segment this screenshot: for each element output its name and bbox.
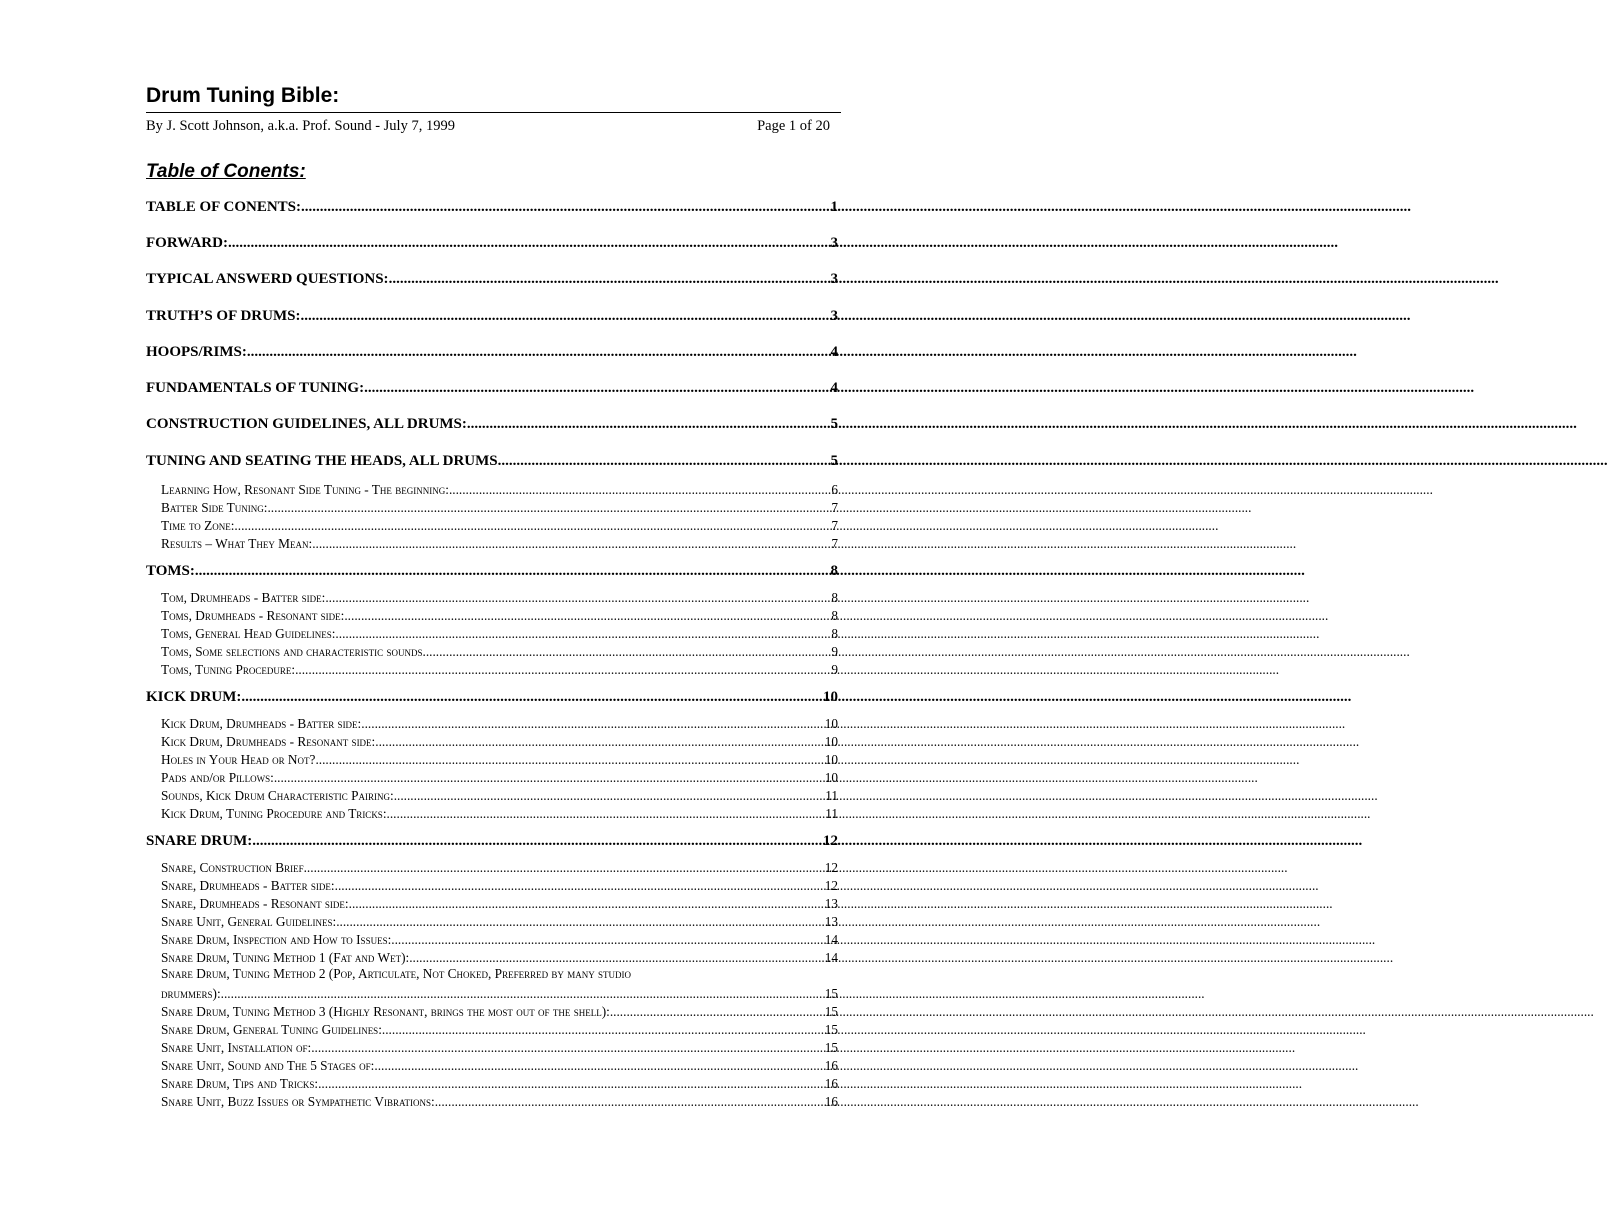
toc-subentry-line1[interactable]: Snare Drum, Tuning Method 2 (Pop, Articulate, Not Choked, Preferred by many studio [161,966,632,981]
toc-subentry[interactable]: Learning How, Resonant Side Tuning - The beginning: ..... 6 [161,482,838,498]
toc-subentry[interactable]: Snare Unit, Sound and The 5 Stages of: ..... 16 [161,1058,838,1074]
toc-section[interactable]: TUNING AND SEATING THE HEADS, ALL DRUMS ..... 5 [146,453,838,470]
toc-subentry[interactable]: Tom, Drumheads - Batter side: ..... 8 [161,590,838,606]
toc-subentry[interactable]: Kick Drum, Tuning Procedure and Tricks: ..... 11 [161,806,838,822]
toc-subentry[interactable]: Snare Unit, Installation of: ..... 15 [161,1040,838,1056]
toc-section[interactable]: FUNDAMENTALS OF TUNING: ..... 4 [146,380,838,397]
toc-subentry[interactable]: Results – What They Mean: ..... 7 [161,536,838,552]
toc-section[interactable]: HOOPS/RIMS: ..... 4 [146,344,838,361]
toc-subentry[interactable]: Sounds, Kick Drum Characteristic Pairing: ..... 11 [161,788,838,804]
toc-subentry[interactable]: Snare, Construction Brief ..... 12 [161,860,838,876]
title-divider [146,112,841,113]
toc-subentry[interactable]: Snare Drum, Tips and Tricks: ..... 16 [161,1076,838,1092]
toc-subentry[interactable]: Snare Drum, Inspection and How to Issues: ..... 14 [161,932,838,948]
toc-section[interactable]: TABLE OF CONENTS: ..... 1 [146,199,838,216]
toc-subentry[interactable]: Snare Drum, Tuning Method 1 (Fat and Wet): ..... 14 [161,950,838,966]
toc-section[interactable]: TRUTH’S OF DRUMS: ..... 3 [146,308,838,325]
author-date: By J. Scott Johnson, a.k.a. Prof. Sound - July 7, 1999 [146,118,455,134]
toc-subentry[interactable]: Toms, Tuning Procedure: ..... 9 [161,662,838,678]
toc-subentry[interactable]: Snare Drum, Tuning Method 3 (Highly Resonant, brings the most out of the shell): ..... 15 [161,1004,838,1020]
byline-row [146,118,830,135]
toc-section[interactable]: KICK DRUM: ..... 10 [146,689,838,706]
toc-subentry[interactable]: Batter Side Tuning: ..... 7 [161,500,838,516]
toc-heading: Table of Conents: [146,161,306,182]
toc-subentry[interactable]: Snare, Drumheads - Batter side: ..... 12 [161,878,838,894]
document-title: Drum Tuning Bible: [146,84,340,107]
toc-subentry[interactable]: Pads and/or Pillows: ..... 10 [161,770,838,786]
toc-section[interactable]: TYPICAL ANSWERD QUESTIONS: ..... 3 [146,271,838,288]
toc-subentry[interactable]: Time to Zone: ..... 7 [161,518,838,534]
toc-subentry[interactable]: Snare, Drumheads - Resonant side: ..... 13 [161,896,838,912]
toc-section[interactable]: CONSTRUCTION GUIDELINES, ALL DRUMS: ..... 5 [146,416,838,433]
toc-subentry[interactable]: Toms, Drumheads - Resonant side: ..... 8 [161,608,838,624]
toc-section[interactable]: SNARE DRUM: ..... 12 [146,833,838,850]
toc-subentry[interactable]: Kick Drum, Drumheads - Resonant side: ..... 10 [161,734,838,750]
toc-subentry[interactable]: drummers): ..... 15 [161,986,838,1002]
toc-subentry[interactable]: Kick Drum, Drumheads - Batter side: ..... 10 [161,716,838,732]
toc-section[interactable]: FORWARD: ..... 3 [146,235,838,252]
toc-subentry[interactable]: Snare Drum, General Tuning Guidelines: ..... 15 [161,1022,838,1038]
toc-subentry[interactable]: Snare Unit, Buzz Issues or Sympathetic Vibrations: ..... 16 [161,1094,838,1110]
toc-subentry[interactable]: Toms, General Head Guidelines: ..... 8 [161,626,838,642]
page-indicator: Page 1 of 20 [757,118,830,134]
toc-subentry[interactable]: Snare Unit, General Guidelines: ..... 13 [161,914,838,930]
toc-subentry[interactable]: Toms, Some selections and characteristic sounds. ..... 9 [161,644,838,660]
toc-subentry[interactable]: Holes in Your Head or Not? ..... 10 [161,752,838,768]
toc-section[interactable]: TOMS: ..... 8 [146,563,838,580]
